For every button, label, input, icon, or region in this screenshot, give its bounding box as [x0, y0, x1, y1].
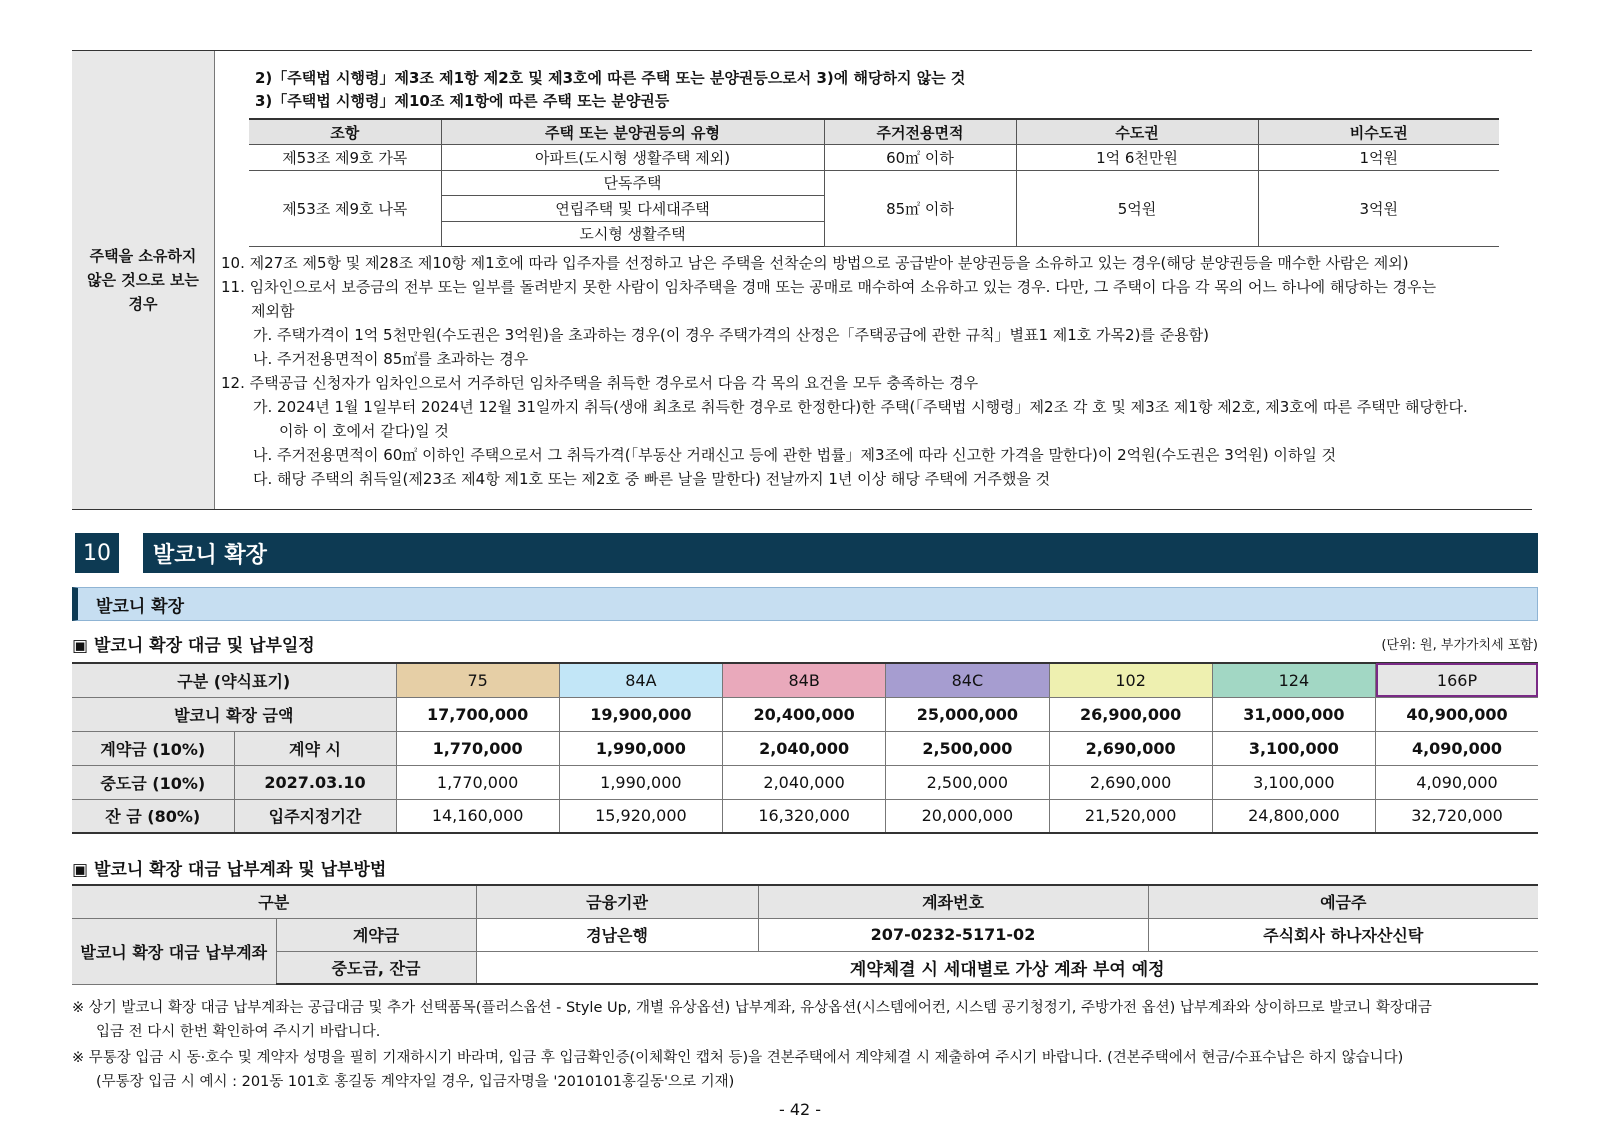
section-title: 발코니 확장 — [143, 533, 1538, 573]
ownership-exception-table — [72, 50, 1532, 510]
table-cell: 단독주택 — [441, 170, 824, 196]
installment-cell: 24,800,000 — [1212, 799, 1375, 833]
installment-label: 잔 금 (80%) — [72, 799, 234, 833]
col-header: 주거전용면적 — [824, 119, 1016, 145]
note-line: ※ 무통장 입금 시 동·호수 및 계약자 성명을 필히 기재하시기 바라며, 입금 후 입금확인증(이체확인 캡처 등)을 견본주택에서 계약체결 시 제출하여 주시기 바랍니다. (견본주택에서 현금/수표수납은 하지 않습니다) — [72, 1050, 1404, 1066]
installment-when: 2027.03.10 — [234, 765, 396, 799]
installment-cell: 2,690,000 — [1049, 765, 1212, 799]
installment-when: 입주지정기간 — [234, 799, 396, 833]
note-line: 입금 전 다시 한번 확인하여 주시기 바랍니다. — [96, 1024, 381, 1040]
type-75: 75 — [396, 663, 559, 697]
installment-cell: 1,990,000 — [559, 731, 722, 765]
installment-cell: 1,770,000 — [396, 765, 559, 799]
col-header: 금융기관 — [476, 885, 758, 918]
account-type: 계약금 — [276, 918, 476, 951]
table-cell: 연립주택 및 다세대주택 — [441, 196, 824, 222]
row-label-line: 않은 것으로 보는 — [87, 271, 199, 289]
col-header: 계좌번호 — [758, 885, 1148, 918]
note-1 — [72, 996, 1542, 1044]
account-type: 중도금, 잔금 — [276, 951, 476, 984]
clause-12-na: 나. 주거전용면적이 60㎡ 이하인 주택으로서 그 취득가격(「부동산 거래신고 등에 관한 법률」제3조에 따라 신고한 가격을 말한다)이 2억원(수도권은 3억원) 이하일 것 — [253, 446, 1337, 464]
amount-cell: 25,000,000 — [886, 697, 1049, 731]
installment-cell: 1,770,000 — [396, 731, 559, 765]
clause-10: 10. 제27조 제5항 및 제28조 제10항 제1호에 따라 입주자를 선정하고 남은 주택을 선착순의 방법으로 공급받아 분양권등을 소유하고 있는 경우(해당 분양권등을 매수한 사람은 제외) — [221, 254, 1409, 272]
table-cell: 1억 6천만원 — [1016, 145, 1258, 171]
clause-11: 11. 임차인으로서 보증금의 전부 또는 일부를 돌려받지 못한 사람이 임차주택을 경매 또는 공매로 매수하여 소유하고 있는 경우. 다만, 그 주택이 다음 각 목의 어느 하나에 해당하는 경우는 — [221, 278, 1437, 296]
clause-11-ga: 가. 주택가격이 1억 5천만원(수도권은 3억원)을 초과하는 경우(이 경우 주택가격의 산정은「주택공급에 관한 규칙」별표1 제1호 가목2)를 준용함) — [253, 326, 1210, 344]
amount-cell: 17,700,000 — [396, 697, 559, 731]
installment-cell: 2,040,000 — [723, 731, 886, 765]
balcony-payment-table — [72, 662, 1538, 834]
payment-account-table — [72, 884, 1538, 985]
table-cell: 1억원 — [1258, 145, 1499, 171]
col-header: 수도권 — [1016, 119, 1258, 145]
payment-schedule-heading: ▣ 발코니 확장 대금 및 납부일정 — [72, 636, 315, 656]
type-header: 구분 (약식표기) — [72, 663, 396, 697]
installment-cell: 4,090,000 — [1376, 765, 1539, 799]
table-cell: 3억원 — [1258, 170, 1499, 247]
table-cell: 제53조 제9호 나목 — [249, 170, 441, 247]
note-line: (무통장 입금 시 예시 : 201동 101호 홍길동 계약자일 경우, 입금자명을 '2010101홍길동'으로 기재) — [96, 1074, 735, 1090]
installment-cell: 21,520,000 — [1049, 799, 1212, 833]
col-header: 예금주 — [1148, 885, 1538, 918]
ownership-content — [215, 51, 1532, 509]
installment-cell: 2,500,000 — [886, 731, 1049, 765]
installment-cell: 2,500,000 — [886, 765, 1049, 799]
item-2: 2)「주택법 시행령」제3조 제1항 제2호 및 제3호에 따른 주택 또는 분양권등으로서 3)에 해당하지 않는 것 — [255, 69, 966, 87]
item-3: 3)「주택법 시행령」제10조 제1항에 따른 주택 또는 분양권등 — [255, 92, 670, 110]
account-number: 207-0232-5171-02 — [758, 918, 1148, 951]
table-cell: 85㎡ 이하 — [824, 170, 1016, 247]
installment-cell: 32,720,000 — [1376, 799, 1539, 833]
table-cell: 5억원 — [1016, 170, 1258, 247]
subsection-title: 발코니 확장 — [72, 587, 1538, 621]
table-cell: 60㎡ 이하 — [824, 145, 1016, 171]
clause-12: 12. 주택공급 신청자가 임차인으로서 거주하던 임차주택을 취득한 경우로서 다음 각 목의 요건을 모두 충족하는 경우 — [221, 374, 979, 392]
amount-cell: 31,000,000 — [1212, 697, 1375, 731]
page-number: - 42 - — [778, 1100, 822, 1119]
amount-cell: 19,900,000 — [559, 697, 722, 731]
virtual-account-note: 계약체결 시 세대별로 가상 계좌 부여 예정 — [476, 951, 1538, 984]
installment-cell: 3,100,000 — [1212, 731, 1375, 765]
area-price-table — [249, 118, 1499, 247]
installment-cell: 16,320,000 — [723, 799, 886, 833]
row-label-line: 주택을 소유하지 — [89, 247, 197, 265]
note-2 — [72, 1046, 1542, 1094]
section-number: 10 — [75, 533, 119, 573]
installment-label: 계약금 (10%) — [72, 731, 234, 765]
clause-11-na: 나. 주거전용면적이 85㎡를 초과하는 경우 — [253, 350, 529, 368]
bank-name: 경남은행 — [476, 918, 758, 951]
type-84b: 84B — [723, 663, 886, 697]
row-label-line: 경우 — [128, 295, 158, 313]
account-holder: 주식회사 하나자산신탁 — [1148, 918, 1538, 951]
table-cell: 아파트(도시형 생활주택 제외) — [441, 145, 824, 171]
installment-cell: 4,090,000 — [1376, 731, 1539, 765]
ownership-row-label — [72, 51, 215, 509]
table-cell: 도시형 생활주택 — [441, 221, 824, 247]
col-header: 주택 또는 분양권등의 유형 — [441, 119, 824, 145]
installment-cell: 15,920,000 — [559, 799, 722, 833]
installment-cell: 3,100,000 — [1212, 765, 1375, 799]
installment-cell: 20,000,000 — [886, 799, 1049, 833]
type-102: 102 — [1049, 663, 1212, 697]
clause-12-ga: 가. 2024년 1월 1일부터 2024년 12월 31일까지 취득(생애 최초로 취득한 경우로 한정한다)한 주택(「주택법 시행령」제2조 각 호 및 제3조 제1항 제2호, 제3호에 따른 주택만 해당한다. — [253, 398, 1468, 416]
col-header: 비수도권 — [1258, 119, 1499, 145]
type-84a: 84A — [559, 663, 722, 697]
type-166p: 166P — [1376, 663, 1539, 697]
amount-label: 발코니 확장 금액 — [72, 697, 396, 731]
type-84c: 84C — [886, 663, 1049, 697]
account-row-label: 발코니 확장 대금 납부계좌 — [72, 918, 276, 984]
amount-cell: 20,400,000 — [723, 697, 886, 731]
installment-cell: 14,160,000 — [396, 799, 559, 833]
installment-when: 계약 시 — [234, 731, 396, 765]
clause-11-cont: 제외함 — [251, 302, 295, 320]
amount-cell: 26,900,000 — [1049, 697, 1212, 731]
col-header: 조항 — [249, 119, 441, 145]
installment-cell: 2,040,000 — [723, 765, 886, 799]
col-header: 구분 — [72, 885, 476, 918]
installment-cell: 2,690,000 — [1049, 731, 1212, 765]
account-heading: ▣ 발코니 확장 대금 납부계좌 및 납부방법 — [72, 860, 387, 880]
unit-note: (단위: 원, 부가가치세 포함) — [1381, 638, 1538, 653]
installment-label: 중도금 (10%) — [72, 765, 234, 799]
installment-cell: 1,990,000 — [559, 765, 722, 799]
amount-cell: 40,900,000 — [1376, 697, 1539, 731]
table-cell: 제53조 제9호 가목 — [249, 145, 441, 171]
clause-12-ga-cont: 이하 이 호에서 같다)일 것 — [279, 422, 449, 440]
type-124: 124 — [1212, 663, 1375, 697]
note-line: ※ 상기 발코니 확장 대금 납부계좌는 공급대금 및 추가 선택품목(플러스옵션 - Style Up, 개별 유상옵션) 납부계좌, 유상옵션(시스템에어컨, 시스템 공기청정기, 주방가전 옵션) 납부계좌와 상이하므로 발코니 확장대금 — [72, 1000, 1432, 1016]
clause-12-da: 다. 해당 주택의 취득일(제23조 제4항 제1호 또는 제2호 중 빠른 날을 말한다) 전날까지 1년 이상 해당 주택에 거주했을 것 — [253, 470, 1051, 488]
